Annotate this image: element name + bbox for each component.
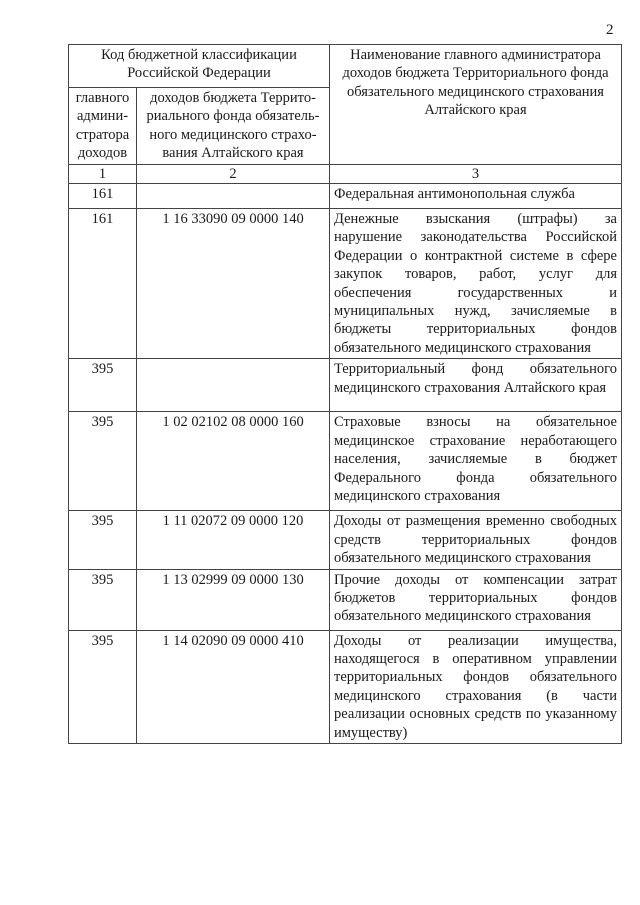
admin-code-cell: 161 bbox=[69, 209, 137, 359]
name-cell: Территориальный фонд обязательного медицинского страхования Алтайского края bbox=[330, 359, 622, 412]
name-cell: Федеральная антимонопольная служба bbox=[330, 184, 622, 209]
column-number: 3 bbox=[330, 164, 622, 183]
income-code-cell bbox=[137, 359, 330, 412]
table-row bbox=[69, 359, 622, 412]
budget-classification-table bbox=[68, 44, 622, 744]
name-cell: Прочие доходы от компенсации затрат бюджетов территориальных фондов обязательного медицинского страхования bbox=[330, 569, 622, 630]
income-code-cell: 1 14 02090 09 0000 410 bbox=[137, 630, 330, 743]
table-row bbox=[69, 511, 622, 569]
name-cell: Денежные взыскания (штрафы) за нарушение законодательства Российской Федерации о контрактной системе в сфере закупок товаров, работ, услуг для обеспечения государственных и муниципальных нужд, зачисляемые в бюджеты территориальных фондов обязательного медицинского страхования bbox=[330, 209, 622, 359]
column-number: 1 bbox=[69, 164, 137, 183]
name-cell: Доходы от размещения временно свободных средств территориальных фондов обязательного медицинского страхования bbox=[330, 511, 622, 569]
table-row bbox=[69, 569, 622, 630]
table-row bbox=[69, 412, 622, 511]
table-row bbox=[69, 630, 622, 743]
admin-code-cell: 395 bbox=[69, 511, 137, 569]
table-row bbox=[69, 209, 622, 359]
income-code-cell bbox=[137, 184, 330, 209]
header-admin-column: главного админи-стратора доходов bbox=[69, 88, 137, 165]
header-code-group: Код бюджетной классификации Российской Федерации bbox=[69, 45, 330, 88]
admin-code-cell: 395 bbox=[69, 569, 137, 630]
income-code-cell: 1 11 02072 09 0000 120 bbox=[137, 511, 330, 569]
column-number-row bbox=[69, 164, 622, 183]
income-code-cell: 1 02 02102 08 0000 160 bbox=[137, 412, 330, 511]
admin-code-cell: 395 bbox=[69, 412, 137, 511]
table-row bbox=[69, 184, 622, 209]
header-income-column: доходов бюджета Террито-риального фонда обязатель-ного медицинского страхо-вания Алтайского края bbox=[137, 88, 330, 165]
table-header-row bbox=[69, 45, 622, 88]
name-cell: Страховые взносы на обязательное медицинское страхование неработающего населения, зачисляемые в бюджет Федерального фонда обязательного медицинского страхования bbox=[330, 412, 622, 511]
admin-code-cell: 395 bbox=[69, 359, 137, 412]
admin-code-cell: 161 bbox=[69, 184, 137, 209]
income-code-cell: 1 16 33090 09 0000 140 bbox=[137, 209, 330, 359]
income-code-cell: 1 13 02999 09 0000 130 bbox=[137, 569, 330, 630]
page-number: 2 bbox=[606, 22, 614, 38]
name-cell: Доходы от реализации имущества, находящегося в оперативном управлении территориальных фондов обязательного медицинского страхования (в части реализации основных средств по указанному имуществу) bbox=[330, 630, 622, 743]
header-name-column: Наименование главного администратора доходов бюджета Территориального фонда обязательного медицинского страхования Алтайского края bbox=[330, 45, 622, 165]
admin-code-cell: 395 bbox=[69, 630, 137, 743]
column-number: 2 bbox=[137, 164, 330, 183]
